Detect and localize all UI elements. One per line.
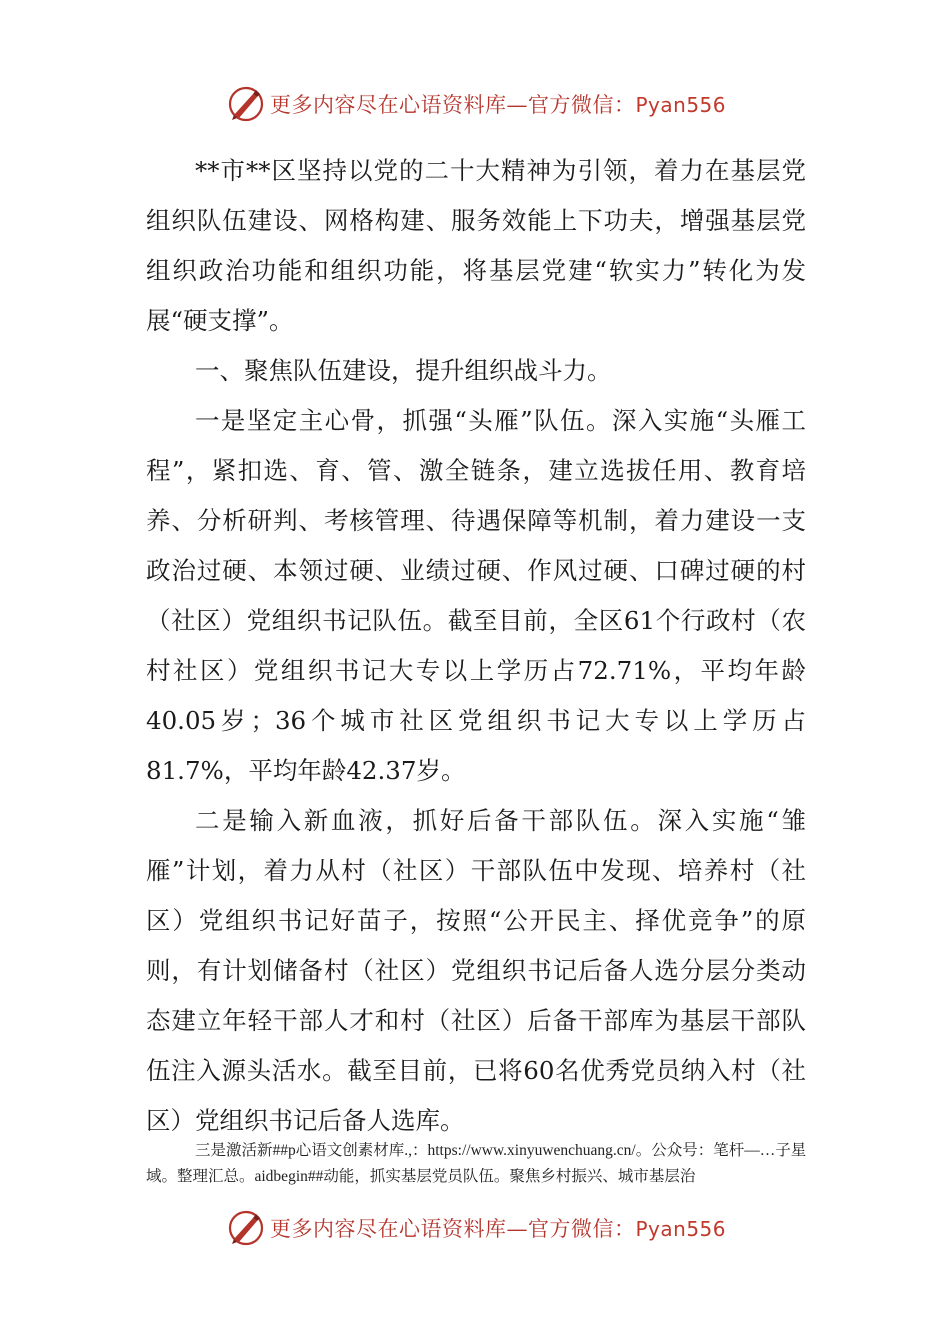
banner-text (270, 1213, 726, 1243)
banner-wechat-id: Pyan556 (635, 93, 727, 117)
banner-wechat-id: Pyan556 (635, 1217, 727, 1241)
document-body (146, 146, 806, 1146)
paragraph-point-2: 二是输入新血液，抓好后备干部队伍。深入实施“雏雁”计划，着力从村（社区）干部队伍中发现、培养村（社区）党组织书记好苗子，按照“公开民主、择优竞争”的原则，有计划储备村（社区）党组织书记后备人选分层分类动态建立年轻干部人才和村（社区）后备干部库为基层干部队伍注入源头活水。截至目前，已将60名优秀党员纳入村（社区）党组织书记后备人选库。 (146, 806, 806, 1135)
header-banner (226, 82, 726, 126)
banner-separator: — (506, 1217, 528, 1241)
pen-logo-icon (226, 1208, 266, 1248)
banner-title: 更多内容尽在心语资料库 (270, 93, 507, 117)
banner-separator: — (506, 93, 528, 117)
banner-text (270, 89, 726, 119)
section-heading: 一、聚焦队伍建设，提升组织战斗力。 (195, 356, 612, 385)
footer-banner (226, 1206, 726, 1250)
pen-logo-icon (226, 84, 266, 124)
banner-wechat-label: 官方微信： (528, 93, 636, 117)
watermark-note: 三是激活新##p心语文创素材库.,：https://www.xinyuwenchuang.cn/。公众号：笔杆—…子星域。整理汇总。aidbegin##动能，抓实基层党员队伍。聚焦乡村振兴、城市基层治 (146, 1142, 807, 1185)
paragraph-point-1: 一是坚定主心骨，抓强“头雁”队伍。深入实施“头雁工程”，紧扣选、育、管、激全链条，建立选拔任用、教育培养、分析研判、考核管理、待遇保障等机制，着力建设一支政治过硬、本领过硬、业绩过硬、作风过硬、口碑过硬的村（社区）党组织书记队伍。截至目前，全区61个行政村（农村社区）党组织书记大专以上学历占72.71%，平均年龄40.05岁；36个城市社区党组织书记大专以上学历占81.7%，平均年龄42.37岁。 (146, 406, 806, 785)
banner-title: 更多内容尽在心语资料库 (270, 1217, 507, 1241)
banner-wechat-label: 官方微信： (528, 1217, 636, 1241)
paragraph-intro: **市**区坚持以党的二十大精神为引领，着力在基层党组织队伍建设、网格构建、服务效能上下功夫，增强基层党组织政治功能和组织功能，将基层党建“软实力”转化为发展“硬支撑”。 (146, 156, 806, 335)
